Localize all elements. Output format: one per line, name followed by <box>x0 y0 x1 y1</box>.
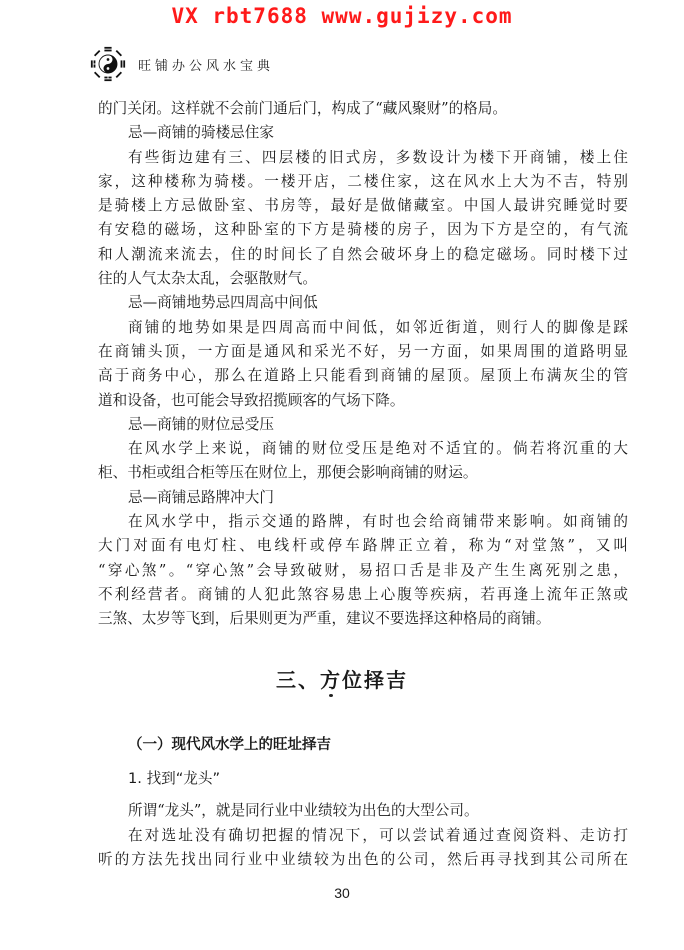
body-line: 忌—商铺的骑楼忌住家 <box>128 124 274 142</box>
body-line: 高于商务中心，那么在道路上只能看到商铺的屋顶。屋顶上布满灰尘的管 <box>98 367 628 385</box>
page-number: 30 <box>334 885 350 901</box>
body-line: 商铺的地势如果是四周高而中间低，如邻近街道，则行人的脚像是踩 <box>128 318 628 336</box>
bottom-paragraphs <box>98 799 628 872</box>
body-line: 家，这种楼称为骑楼。一楼开店，二楼住家，这在风水上大为不吉，特别 <box>98 172 628 190</box>
bottom-body-text <box>98 767 628 872</box>
subsection-title: （一）现代风水学上的旺址择吉 <box>128 737 331 753</box>
bagua-yinyang-icon <box>90 46 126 82</box>
body-line: “穿心煞”。“穿心煞”会导致破财，易招口舌是非及产生生离死别之患， <box>98 561 628 579</box>
body-text <box>98 97 628 632</box>
body-line: 三煞、太岁等飞到，后果则更为严重，建议不要选择这种格局的商铺。 <box>98 610 551 628</box>
body-line: 道和设备，也可能会导致招揽顾客的气场下降。 <box>98 391 405 409</box>
body-line: 忌—商铺的财位忌受压 <box>128 415 274 433</box>
body-line: 在风水学上来说，商铺的财位受压是绝对不适宜的。倘若将沉重的大 <box>128 440 628 458</box>
body-line: 和人潮流来流去，住的时间长了自然会破坏身上的稳定磁场。同时楼下过 <box>98 245 628 263</box>
body-line: 大门对面有电灯柱、电线杆或停车路牌正立着，称为“对堂煞”，又叫 <box>98 537 628 555</box>
book-title: 旺铺办公风水宝典 <box>138 58 275 74</box>
body-line: 不利经营者。商铺的人犯此煞容易患上心腹等疾病，若再逢上流年正煞或 <box>98 585 628 603</box>
body-line: 在风水学中，指示交通的路牌，有时也会给商铺带来影响。如商铺的 <box>128 513 628 531</box>
section-title: 三、方位择吉 <box>276 668 408 692</box>
bottom-line: 所谓“龙头”，就是同行业中业绩较为出色的大型公司。 <box>128 802 479 820</box>
watermark-text: VX rbt7688 www.gujizy.com <box>171 4 513 28</box>
body-line: 忌—商铺忌路牌冲大门 <box>128 488 274 506</box>
bottom-line: 听的方法先找出同行业中业绩较为出色的公司，然后再寻找到其公司所在 <box>98 850 628 868</box>
body-line: 是骑楼上方忌做卧室、书房等，最好是做储藏室。中国人最讲究睡觉时要 <box>98 197 628 215</box>
body-line: 的门关闭。这样就不会前门通后门，构成了“藏风聚财”的格局。 <box>98 100 507 117</box>
body-line: 柜、书柜或组合柜等压在财位上，那便会影响商铺的财运。 <box>98 464 478 482</box>
body-line: 有安稳的磁场，这种卧室的下方是骑楼的房子，因为下方是空的，有气流 <box>98 221 628 239</box>
body-line: 忌—商铺地势忌四周高中间低 <box>128 294 318 312</box>
bottom-line: 在对选址没有确切把握的情况下，可以尝试着通过查阅资料、走访打 <box>128 826 628 844</box>
body-line: 在商铺头顶，一方面是通风和采光不好，另一方面，如果周围的道路明显 <box>98 342 628 360</box>
speck-mark <box>329 694 333 697</box>
body-line: 有些街边建有三、四层楼的旧式房，多数设计为楼下开商铺，楼上住 <box>128 148 628 166</box>
body-line: 往的人气太杂太乱，会驱散财气。 <box>98 270 317 288</box>
running-header <box>90 44 274 84</box>
item-heading: 1. 找到“龙头” <box>128 770 221 787</box>
